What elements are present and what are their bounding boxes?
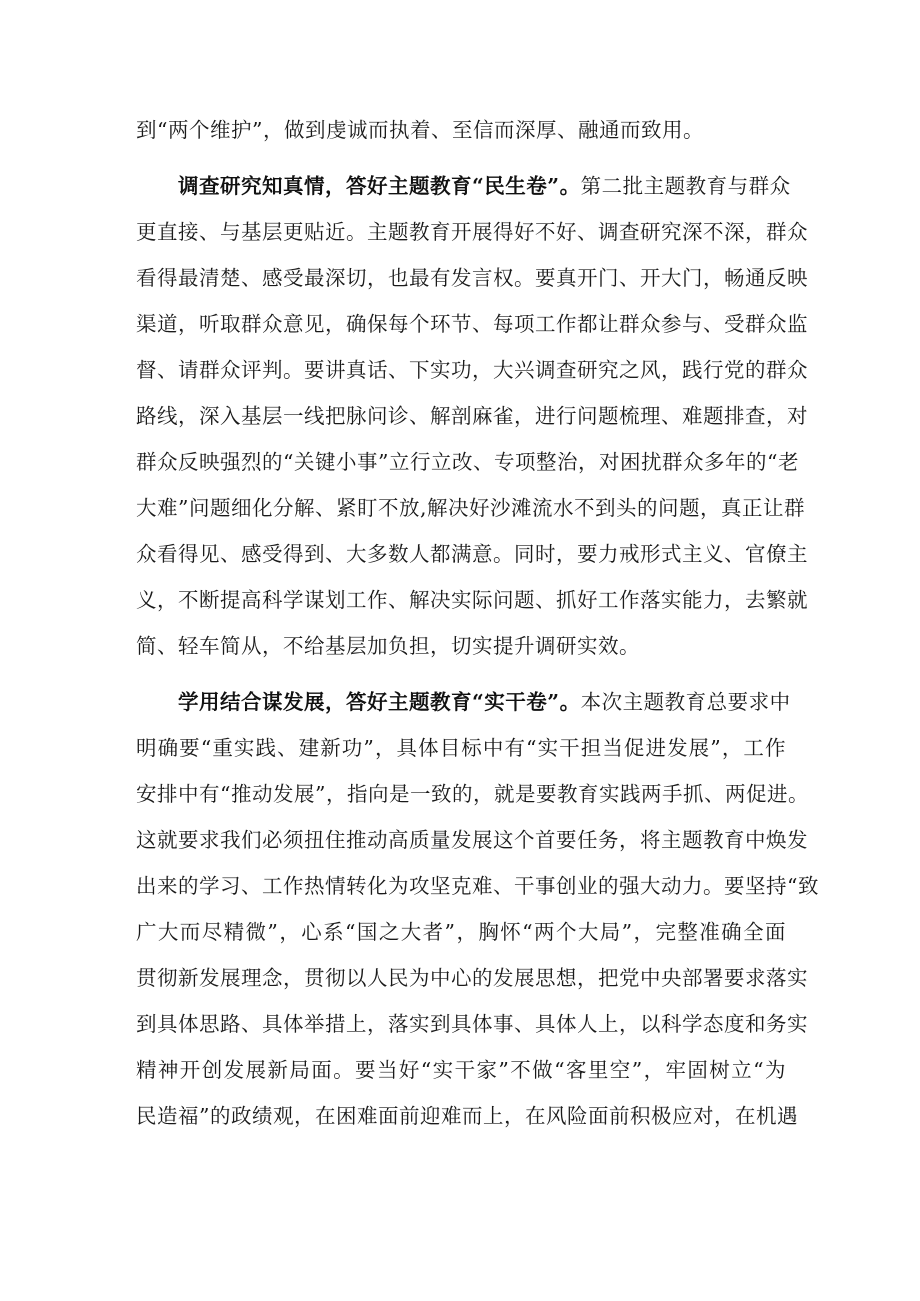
paragraph-line: 督、请群众评判。要讲真话、下实功，大兴调查研究之风，践行党的群众	[136, 358, 808, 382]
paragraph-line: 贯彻新发展理念，贯彻以人民为中心的发展思想，把党中央部署要求落实	[136, 966, 808, 990]
paragraph-line: 广大而尽精微”，心系“国之大者”，胸怀“两个大局”，完整准确全面	[136, 920, 786, 944]
paragraph-line: 精神开创发展新局面。要当好“实干家”不做“客里空”，牢固树立“为	[136, 1058, 786, 1082]
paragraph-line: 这就要求我们必须扭住推动高质量发展这个首要任务，将主题教育中焕发	[136, 828, 808, 852]
paragraph-line: 安排中有“推动发展”，指向是一致的，就是要教育实践两手抓、两促进。	[136, 782, 809, 806]
section-heading-minsheng: 调查研究知真情，答好主题教育“民生卷”。	[178, 174, 581, 198]
paragraph-line: 众看得见、感受得到、大多数人都满意。同时，要力戒形式主义、官僚主	[136, 542, 808, 566]
paragraph-line: 群众反映强烈的“关键小事”立行立改、专项整治，对困扰群众多年的“老	[136, 450, 799, 474]
paragraph-line: 路线，深入基层一线把脉问诊、解剖麻雀，进行问题梳理、难题排查，对	[136, 404, 808, 428]
paragraph-text: 本次主题教育总要求中	[580, 690, 791, 714]
section-heading-shigan: 学用结合谋发展，答好主题教育“实干卷”。	[178, 690, 581, 714]
paragraph-line: 民造福”的政绩观，在困难面前迎难而上，在风险面前积极应对，在机遇	[136, 1104, 798, 1128]
paragraph-first-line	[178, 684, 791, 720]
paragraph-line: 看得最清楚、感受最深切，也最有发言权。要真开门、开大门，畅通反映	[136, 266, 808, 290]
paragraph-line: 渠道，听取群众意见，确保每个环节、每项工作都让群众参与、受群众监	[136, 312, 808, 336]
paragraph-line: 大难”问题细化分解、紧盯不放,解决好沙滩流水不到头的问题，真正让群	[136, 496, 805, 520]
paragraph-line: 更直接、与基层更贴近。主题教育开展得好不好、调查研究深不深，群众	[136, 220, 808, 244]
paragraph-line: 明确要“重实践、建新功”，具体目标中有“实干担当促进发展”，工作	[136, 736, 786, 760]
paragraph-line: 简、轻车简从，不给基层加负担，切实提升调研实效。	[136, 634, 640, 658]
paragraph-text: 第二批主题教育与群众	[580, 174, 791, 198]
paragraph-line: 义，不断提高科学谋划工作、解决实际问题、抓好工作落实能力，去繁就	[136, 588, 808, 612]
paragraph-line: 到“两个维护”，做到虔诚而执着、至信而深厚、融通而致用。	[136, 118, 704, 142]
paragraph-first-line	[178, 168, 791, 204]
paragraph-line: 到具体思路、具体举措上，落实到具体事、具体人上，以科学态度和务实	[136, 1012, 808, 1036]
paragraph-line: 出来的学习、工作热情转化为攻坚克难、干事创业的强大动力。要坚持“致	[136, 874, 819, 898]
